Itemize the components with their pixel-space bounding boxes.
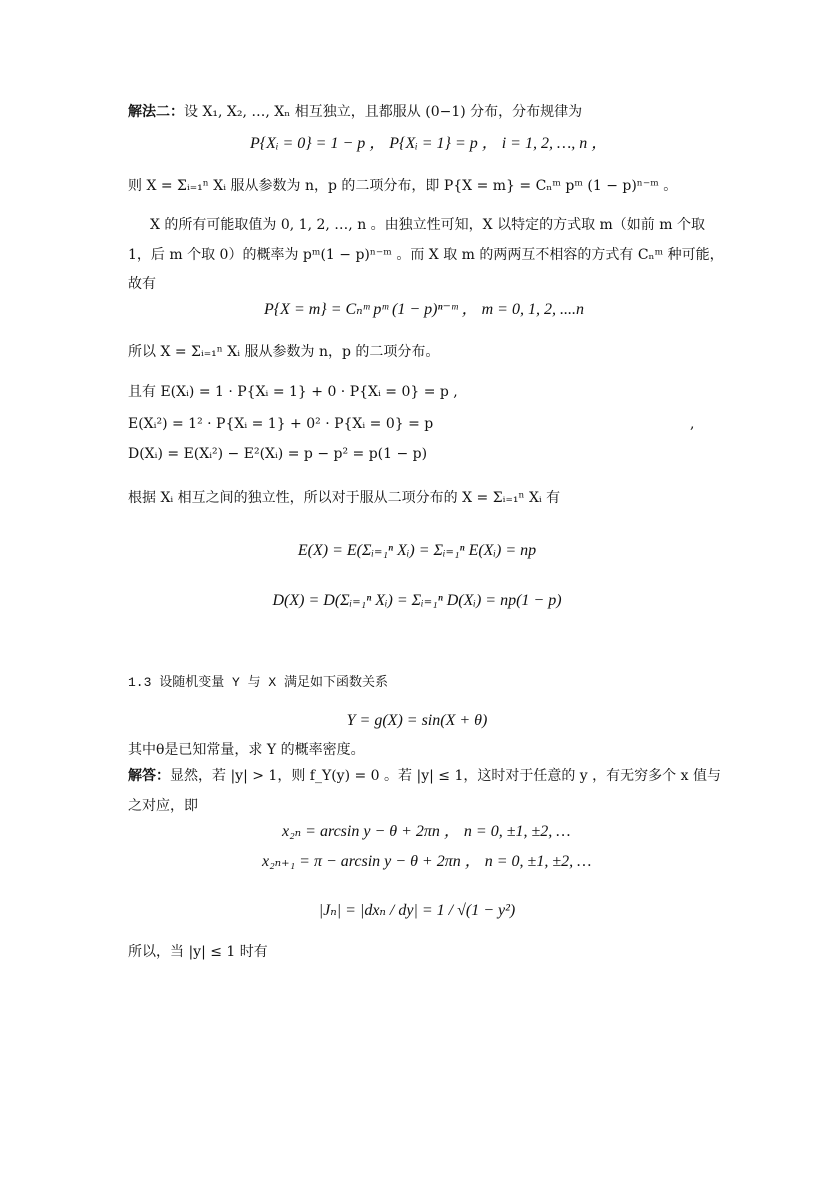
answer-text: 显然，若 |y| > 1，则 f_Y(y) = 0 。若 |y| ≤ 1，这时对于任意的 y ，有无穷多个 x 值与 [170,768,721,784]
paragraph-values-line3: 故有 [128,276,156,292]
stray-comma: , [690,416,695,432]
paragraph-independence: 根据 Xᵢ 相互之间的独立性，所以对于服从二项分布的 X = Σᵢ₌₁ⁿ Xᵢ 有 [128,490,561,506]
solution-intro-text: 设 X₁, X₂, …, Xₙ 相互独立，且都服从 (0−1) 分布，分布规律为 [184,104,583,120]
equation-variance-xi: D(Xᵢ) = E(Xᵢ²) − E²(Xᵢ) = p − p² = p(1 − p) [128,446,428,462]
paragraph-answer [128,766,721,786]
paragraph-values-line2: 1，后 m 个取 0）的概率为 pᵐ(1 − p)ⁿ⁻ᵐ 。而 X 取 m 的两两互不相容的方式有 Cₙᵐ 种可能， [128,247,724,263]
paragraph-solution-two [128,102,582,122]
solution-label: 解法二： [128,104,184,120]
equation-binomial-pmf: P{X = m} = Cₙᵐ pᵐ (1 − p)ⁿ⁻ᵐ ， m = 0, 1, 2, ....n [264,301,584,318]
equation-distribution: P{Xᵢ = 0} = 1 − p ， P{Xᵢ = 1} = p ， i = 1, 2, …, n ， [250,135,608,152]
paragraph-conclusion: 所以 X = Σᵢ₌₁ⁿ Xᵢ 服从参数为 n，p 的二项分布。 [128,344,440,360]
equation-jacobian: |Jₙ| = |dxₙ / dy| = 1 / √(1 − y²) [318,902,516,919]
section-heading-1-3: 1.3 设随机变量 Y 与 X 满足如下函数关系 [128,675,389,690]
equation-expectation-x: E(X) = E(Σᵢ₌₁ⁿ Xᵢ) = Σᵢ₌₁ⁿ E(Xᵢ) = np [297,542,537,559]
equation-x-2n: x₂ₙ = arcsin y − θ + 2πn ， n = 0, ±1, ±2, … [282,823,571,840]
equation-variance-x: D(X) = D(Σᵢ₌₁ⁿ Xᵢ) = Σᵢ₌₁ⁿ D(Xᵢ) = np(1 − p) [272,592,562,609]
equation-expectation-xi-squared: E(Xᵢ²) = 1² · P{Xᵢ = 1} + 0² · P{Xᵢ = 0} = p [128,416,434,432]
paragraph-theta-constant: 其中θ是已知常量，求 Y 的概率密度。 [128,742,365,758]
paragraph-therefore: 所以，当 |y| ≤ 1 时有 [128,944,268,960]
equation-expectation-xi: 且有 E(Xᵢ) = 1 · P{Xᵢ = 1} + 0 · P{Xᵢ = 0} = p , [128,384,458,400]
paragraph-correspondence: 之对应，即 [128,798,198,814]
equation-x-2n-plus-1: x₂ₙ₊₁ = π − arcsin y − θ + 2πn ， n = 0, ±1, ±2, … [262,853,592,870]
answer-label: 解答： [128,768,170,784]
paragraph-binomial-statement: 则 X = Σᵢ₌₁ⁿ Xᵢ 服从参数为 n，p 的二项分布，即 P{X = m} = Cₙᵐ pᵐ (1 − p)ⁿ⁻ᵐ 。 [128,178,678,194]
equation-y-function: Y = g(X) = sin(X + θ) [346,712,488,729]
paragraph-values-line1: X 的所有可能取值为 0, 1, 2, …, n 。由独立性可知，X 以特定的方式取 m（如前 m 个取 [150,217,705,233]
